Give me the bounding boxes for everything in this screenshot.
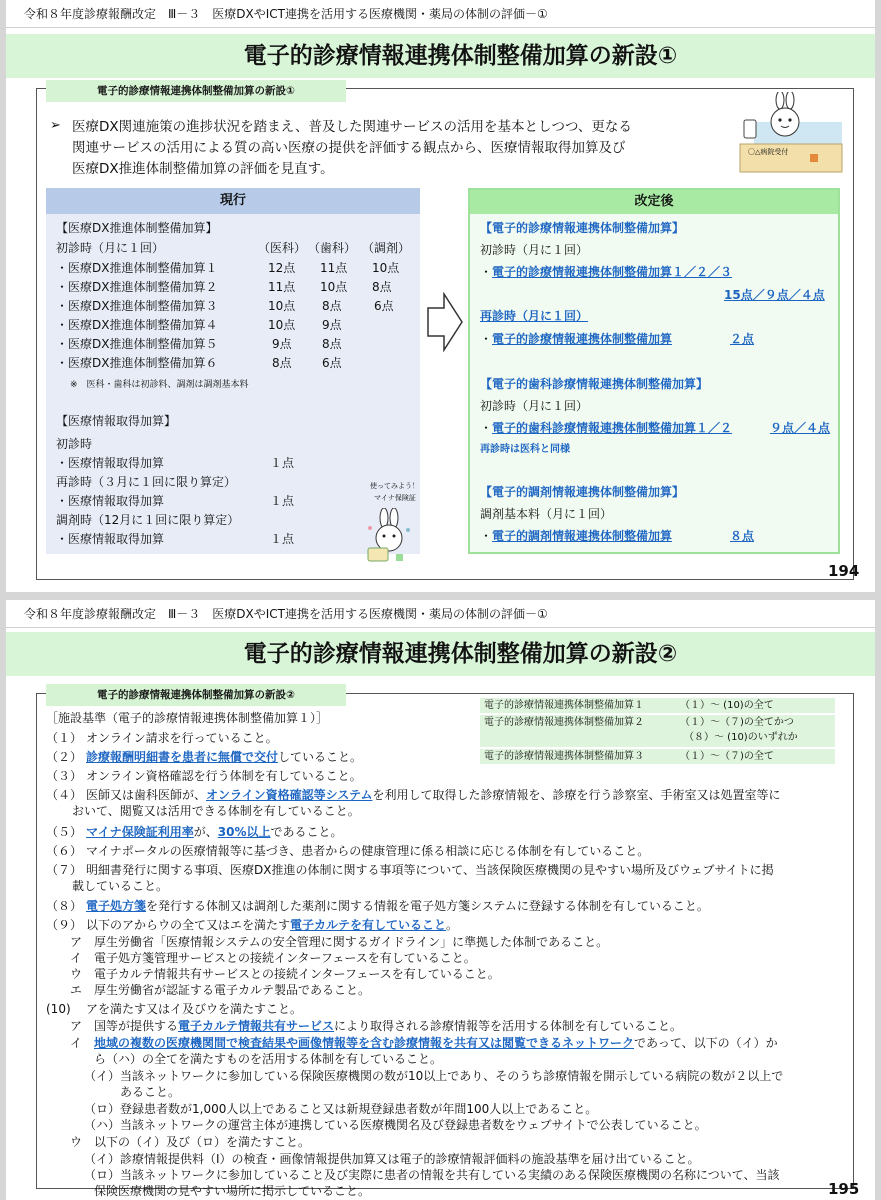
page-number: 194 (828, 562, 860, 580)
bullet-dot: ・ (480, 421, 493, 435)
revised-note: 再診時は医科と同様 (480, 444, 570, 455)
sub-key: エ (70, 983, 83, 997)
revised-item: 電子的診療情報連携体制整備加算１／２／３ (492, 265, 733, 279)
mascot-caption: 使ってみよう！ (370, 482, 419, 490)
revised-item: 電子的診療情報連携体制整備加算 (492, 332, 673, 346)
item-line (86, 898, 709, 914)
item-text: していること。 (278, 750, 363, 764)
table-row (480, 749, 835, 764)
sub-text: 登録患者数が1,000人以上であること又は新規登録患者数が年間100人以上であること。 (120, 1102, 598, 1116)
highlight: オンライン資格確認等システム (206, 788, 373, 802)
item-number: （４） (46, 788, 83, 802)
item-line (86, 787, 780, 803)
sub-key: ウ (70, 967, 83, 981)
item-text-cont: おいて、閲覧又は活用できる体制を有していること。 (72, 804, 360, 818)
item-number: （８） (46, 899, 83, 913)
section-tag: 電子的診療情報連携体制整備加算の新設① (46, 80, 346, 102)
item-text: アを満たす又はイ及びウを満たすこと。 (86, 1002, 303, 1016)
current-row-name: ・医療DX推進体制整備加算２ (56, 280, 218, 294)
sub-key: （ロ） (84, 1102, 121, 1116)
sub-text: 当該ネットワークに参加していること及び実際に患者の情報を共有している実績のある保険医療機関の名称について、当該 (120, 1168, 780, 1182)
current-row-dental: 9点 (322, 318, 342, 332)
intro-line-2: 関連サービスの活用による質の高い医療の提供を評価する観点から、医療情報取得加算及び (72, 140, 626, 156)
highlight: 電子処方箋 (86, 899, 147, 913)
intro-line-1: 医療DX関連施策の進捗状況を踏まえ、普及した関連サービスの活用を基本としつつ、更なる (72, 119, 632, 135)
highlight: 電子カルテを有していること (290, 918, 447, 932)
reception-rabbit-illustration (736, 92, 846, 174)
current-note: ※ 医科・歯科は初診料、調剤は調剤基本料 (70, 380, 249, 390)
slide-195 (6, 600, 875, 1200)
current-row-medical: 11点 (268, 280, 296, 294)
info-line: 再診時（３月に１回に限り算定） (56, 475, 237, 489)
mynumber-rabbit-mascot-icon (362, 508, 416, 570)
sub-key: ウ (70, 1135, 83, 1149)
table-row (480, 715, 835, 747)
bullet-dot: ・ (480, 332, 493, 346)
item-number: （１） (46, 731, 83, 745)
revised-section-medical: 【電子的診療情報連携体制整備加算】 (480, 221, 685, 235)
info-points: １点 (270, 456, 295, 470)
sub-key: ア (70, 1019, 83, 1033)
revised-item: 電子的歯科診療情報連携体制整備加算１／２ (492, 421, 733, 435)
current-row-medical: 8点 (272, 356, 292, 370)
table-cell-name: 電子的診療情報連携体制整備加算３ (484, 751, 644, 762)
bullet-dot: ・ (480, 529, 493, 543)
col-head-medical: （医科） (258, 241, 307, 255)
item-text: 国等が提供する (94, 1019, 179, 1033)
sub-text: 以下の（イ）及び（ロ）を満たすこと。 (94, 1135, 311, 1149)
sub-text-cont: あること。 (120, 1085, 181, 1099)
current-row-dental: 8点 (322, 337, 342, 351)
slide-header: 令和８年度診療報酬改定 Ⅲ－３ 医療DXやICT連携を活用する医療機関・薬局の体制の評価－① (6, 0, 875, 28)
sub-key: イ (70, 951, 83, 965)
requirement-table (480, 698, 835, 766)
item-number: （７） (46, 863, 83, 877)
current-row-name: ・医療DX推進体制整備加算６ (56, 356, 218, 370)
item-text: 医師又は歯科医師が、 (86, 788, 207, 802)
revised-item: 電子的調剤情報連携体制整備加算 (492, 529, 673, 543)
current-row-name: ・医療DX推進体制整備加算５ (56, 337, 218, 351)
col-head-pharmacy: （調剤） (362, 241, 411, 255)
sub-text: 診療情報提供料（Ⅰ）の検査・画像情報提供加算又は電子的診療情報評価料の施設基準を届け出ていること。 (120, 1152, 700, 1166)
current-section-info: 【医療情報取得加算】 (56, 414, 177, 428)
sub-text: 厚生労働省「医療情報システムの安全管理に関するガイドライン」に準拠した体制であること。 (94, 935, 609, 949)
highlight: 電子カルテ情報共有サービス (178, 1019, 335, 1033)
slide-194 (6, 0, 875, 592)
table-cell-req: （１）～（７)の全て (680, 751, 774, 762)
sub-text: 当該ネットワークの運営主体が連携している医療機関名及び登録患者数をウェブサイトで公表していること。 (120, 1118, 707, 1132)
current-row-medical: 9点 (272, 337, 292, 351)
current-row-medical: 10点 (268, 318, 296, 332)
current-row-dental: 6点 (322, 356, 342, 370)
revised-sub: 初診時（月に１回） (480, 243, 589, 257)
info-line: ・医療情報取得加算 (56, 532, 165, 546)
highlight: 地域の複数の医療機関間で検査結果や画像情報等を含む診療情報を共有又は閲覧できるネットワーク (94, 1036, 635, 1050)
mascot-caption: マイナ保険証 (374, 494, 416, 502)
revised-sub: 調剤基本料（月に１回） (480, 507, 613, 521)
sub-key: （ハ） (84, 1118, 121, 1132)
current-header: 現行 (46, 188, 420, 214)
sub-text-cont: 保険医療機関の見やすい場所に掲示していること。 (94, 1184, 371, 1198)
bullet-dot: ・ (480, 265, 493, 279)
intro-line-3: 医療DX推進体制整備加算の評価を見直す。 (72, 161, 334, 177)
sub-key: ア (70, 935, 83, 949)
info-line: ・医療情報取得加算 (56, 456, 165, 470)
item-text: 以下のアからウの全て又はエを満たす (86, 918, 291, 932)
item-text: を発行する体制又は調剤した薬剤に関する情報を電子処方箋システムに登録する体制を有していること。 (146, 899, 709, 913)
current-row-name: ・医療DX推進体制整備加算３ (56, 299, 218, 313)
revised-points: ２点 (730, 332, 755, 346)
item-text: であること。 (270, 825, 343, 839)
slide-header: 令和８年度診療報酬改定 Ⅲ－３ 医療DXやICT連携を活用する医療機関・薬局の体制の評価－① (6, 600, 875, 628)
item-text: 明細書発行に関する事項、医療DX推進の体制に関する事項等について、当該保険医療機関の見やすい場所及びウェブサイトに掲 (86, 863, 774, 877)
current-row-dental: 11点 (320, 261, 348, 275)
sub-key: イ (70, 1036, 83, 1050)
item-text: オンライン資格確認を行う体制を有していること。 (86, 769, 362, 783)
col-head-dental: （歯科） (308, 241, 357, 255)
info-points: １点 (270, 532, 295, 546)
current-row-name: ・医療DX推進体制整備加算１ (56, 261, 218, 275)
item-text-cont: ら（ハ）の全てを満たすものを活用する体制を有していること。 (94, 1052, 443, 1066)
item-number: （２） (46, 750, 83, 764)
section-tag: 電子的診療情報連携体制整備加算の新設② (46, 684, 346, 706)
page-number: 195 (828, 1180, 860, 1198)
sub-text: 厚生労働省が認証する電子カルテ製品であること。 (94, 983, 371, 997)
revised-section-dental: 【電子的歯科診療情報連携体制整備加算】 (480, 377, 709, 391)
slide-title: 電子的診療情報連携体制整備加算の新設① (6, 34, 875, 78)
sub-text: 電子カルテ情報共有サービスとの接続インターフェースを有していること。 (94, 967, 500, 981)
table-cell-name: 電子的診療情報連携体制整備加算２ (484, 717, 644, 728)
current-row-pharmacy: 10点 (372, 261, 400, 275)
item-line (94, 1018, 682, 1034)
table-cell-req: （１）～ (10)の全て (680, 700, 774, 711)
current-row-pharmacy: 8点 (372, 280, 392, 294)
item-text: が、 (193, 825, 218, 839)
current-row-dental: 10点 (320, 280, 348, 294)
sub-key: （イ） (84, 1152, 121, 1166)
item-number: （６） (46, 844, 83, 858)
info-line: ・医療情報取得加算 (56, 494, 165, 508)
info-line: 調剤時（12月に１回に限り算定） (56, 513, 240, 527)
current-row-pharmacy: 6点 (374, 299, 394, 313)
sub-text: 電子処方箋管理サービスとの接続インターフェースを有していること。 (94, 951, 476, 965)
item-line (94, 1035, 778, 1051)
table-row (480, 698, 835, 713)
revised-header: 改定後 (470, 190, 838, 214)
table-cell-req2: （８）～ (10)のいずれか (684, 732, 798, 743)
current-row-name: ・医療DX推進体制整備加算４ (56, 318, 218, 332)
sub-text: 当該ネットワークに参加している保険医療機関の数が10以上であり、そのうち診療情報を開示している病院の数が２以上で (120, 1069, 784, 1083)
revised-sub: 初診時（月に１回） (480, 399, 589, 413)
sub-key: （イ） (84, 1069, 121, 1083)
revised-points: ８点 (730, 529, 755, 543)
item-text: であって、以下の（イ）か (634, 1036, 778, 1050)
table-cell-name: 電子的診療情報連携体制整備加算１ (484, 700, 644, 711)
item-line (86, 824, 343, 840)
revised-revisit: 再診時（月に１回） (480, 309, 589, 323)
item-text: を利用して取得した診療情報を、診療を行う診察室、手術室又は処置室等に (372, 788, 781, 802)
info-line: 初診時 (56, 437, 93, 451)
current-row-medical: 12点 (268, 261, 296, 275)
highlight: 30%以上 (217, 825, 271, 839)
table-cell-req: （１）～（７)の全てかつ (680, 717, 794, 728)
highlight: マイナ保険証利用率 (86, 825, 194, 839)
reception-sign: 〇△病院受付 (748, 148, 789, 156)
item-line (86, 749, 362, 765)
item-text: により取得される診療情報等を活用する体制を有していること。 (334, 1019, 683, 1033)
item-number: （９） (46, 918, 83, 932)
current-section-dx: 【医療DX推進体制整備加算】 (56, 221, 218, 235)
current-row-medical: 10点 (268, 299, 296, 313)
info-points: １点 (270, 494, 295, 508)
sub-key: （ロ） (84, 1168, 121, 1182)
item-text: マイナポータルの医療情報等に基づき、患者からの健康管理に係る相談に応じる体制を有していること。 (86, 844, 650, 858)
item-number: (10) (46, 1002, 71, 1016)
highlight: 診療報酬明細書を患者に無償で交付 (86, 750, 279, 764)
current-row-dental: 8点 (322, 299, 342, 313)
item-text-cont: 載していること。 (72, 879, 169, 893)
bullet-arrow-icon: ➢ (50, 118, 61, 133)
item-number: （３） (46, 769, 83, 783)
revised-points: 15点／９点／４点 (724, 288, 825, 302)
item-line (86, 917, 458, 933)
item-text: オンライン請求を行っていること。 (86, 731, 278, 745)
revised-points: ９点／４点 (770, 421, 831, 435)
item-number: （５） (46, 825, 83, 839)
right-arrow-icon (426, 292, 464, 352)
item-text: 。 (446, 918, 459, 932)
current-subhead: 初診時（月に１回） (56, 241, 165, 255)
slide-title: 電子的診療情報連携体制整備加算の新設② (6, 632, 875, 676)
revised-section-pharmacy: 【電子的調剤情報連携体制整備加算】 (480, 485, 685, 499)
standard-title: ［施設基準（電子的診療情報連携体制整備加算１）］ (46, 711, 329, 725)
